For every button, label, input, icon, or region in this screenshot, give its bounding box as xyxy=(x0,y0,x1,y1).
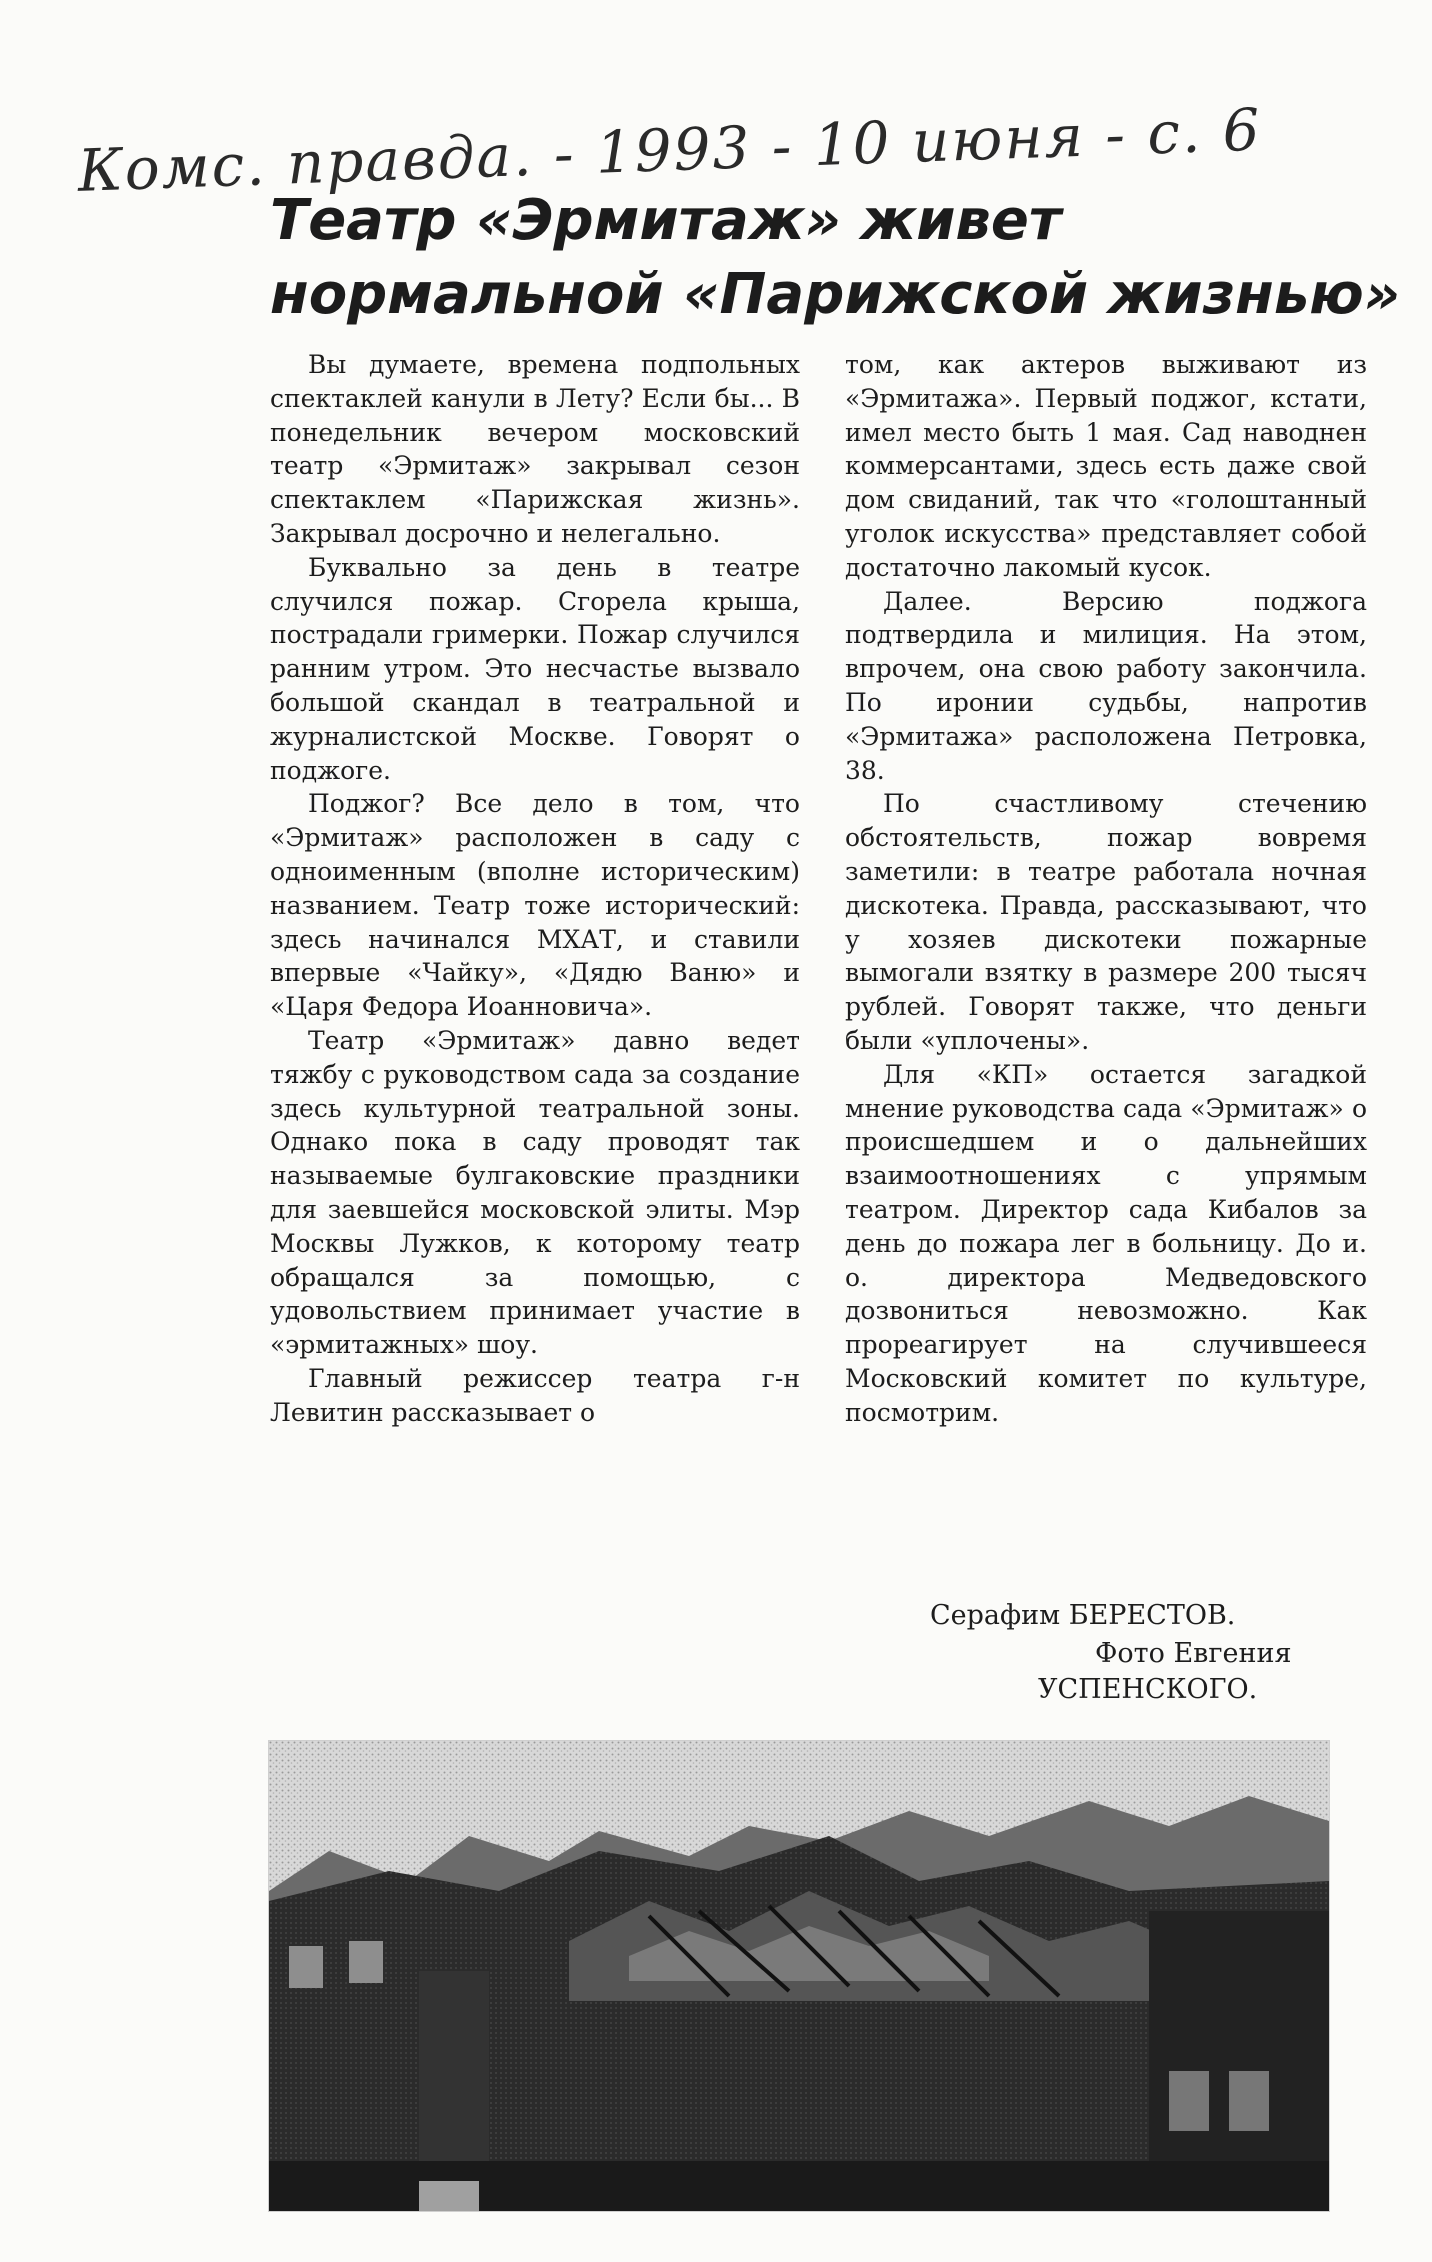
article-left-column xyxy=(270,348,800,1430)
article-paragraph: По счастливому стечению обстоятельств, пожар вовремя заметили: в театре работала ночная дискотека. Правда, рассказывают, что у хозяев дискотеки пожарные вымогали взятку в размере 200 тысяч рублей. Говорят также, что деньги были «уплочены». xyxy=(845,789,1367,1055)
article-paragraph: Далее. Версию поджога подтвердила и милиция. На этом, впрочем, она свою работу закончила. По иронии судьбы, напротив «Эрмитажа» расположена Петровка, 38. xyxy=(845,586,1367,785)
article-paragraph: Театр «Эрмитаж» давно ведет тяжбу с руководством сада за создание здесь культурной театральной зоны. Однако пока в саду проводят так называемые булгаковские праздники для заевшейся московской элиты. Мэр Москвы Лужков, к которому театр обращался за помощью, с удовольствием принимает участие в «эрмитажных» шоу. xyxy=(270,1025,800,1360)
photo-credit-line-2: УСПЕНСКОГО. xyxy=(1038,1674,1258,1705)
article-paragraph: Вы думаете, времена подпольных спектаклей канули в Лету? Если бы... В понедельник вечером московский театр «Эрмитаж» закрывал сезон спектаклем «Парижская жизнь». Закрывал досрочно и нелегально. xyxy=(270,350,800,548)
article-right-column xyxy=(845,348,1367,1430)
article-paragraph: Главный режиссер театра г-н Левитин рассказывает о xyxy=(270,1363,800,1427)
article-paragraph: Буквально за день в театре случился пожар. Сгорела крыша, пострадали гримерки. Пожар случился ранним утром. Это несчастье вызвало большой скандал в театральной и журналистской Москве. Говорят о поджоге. xyxy=(270,552,800,785)
article-paragraph: Для «КП» остается загадкой мнение руководства сада «Эрмитаж» о происшедшем и о дальнейших взаимоотношениях с упрямым театром. Директор сада Кибалов за день до пожара лег в больницу. До и. о. директора Медведовского дозвониться невозможно. Как прореагирует на случившееся Московский комитет по культуре, посмотрим. xyxy=(845,1059,1367,1427)
article-paragraph: Поджог? Все дело в том, что «Эрмитаж» расположен в саду с одноименным (вполне историческим) названием. Театр тоже исторический: здесь начинался МХАТ, и ставили впервые «Чайку», «Дядю Ваню» и «Царя Федора Иоанновича». xyxy=(270,789,800,1022)
headline-line-1: Театр «Эрмитаж» живет xyxy=(270,188,1062,253)
article-paragraph-continuation: том, как актеров выживают из «Эрмитажа». Первый поджог, кстати, имел место быть 1 мая. Сад наводнен коммерсантами, здесь есть даже свой дом свиданий, так что «голоштанный уголок искусства» представляет собой достаточно лакомый кусок. xyxy=(845,350,1367,582)
burned-theatre-photo xyxy=(268,1740,1330,2212)
photo-credit-line-1: Фото Евгения xyxy=(1095,1638,1292,1669)
author-signature: Серафим БЕРЕСТОВ. xyxy=(930,1600,1236,1631)
handwritten-source-note: Комс. правда. - 1993 - 10 июня - с. 6 xyxy=(76,95,1263,205)
headline-line-2: нормальной «Парижской жизнью» xyxy=(270,262,1401,327)
